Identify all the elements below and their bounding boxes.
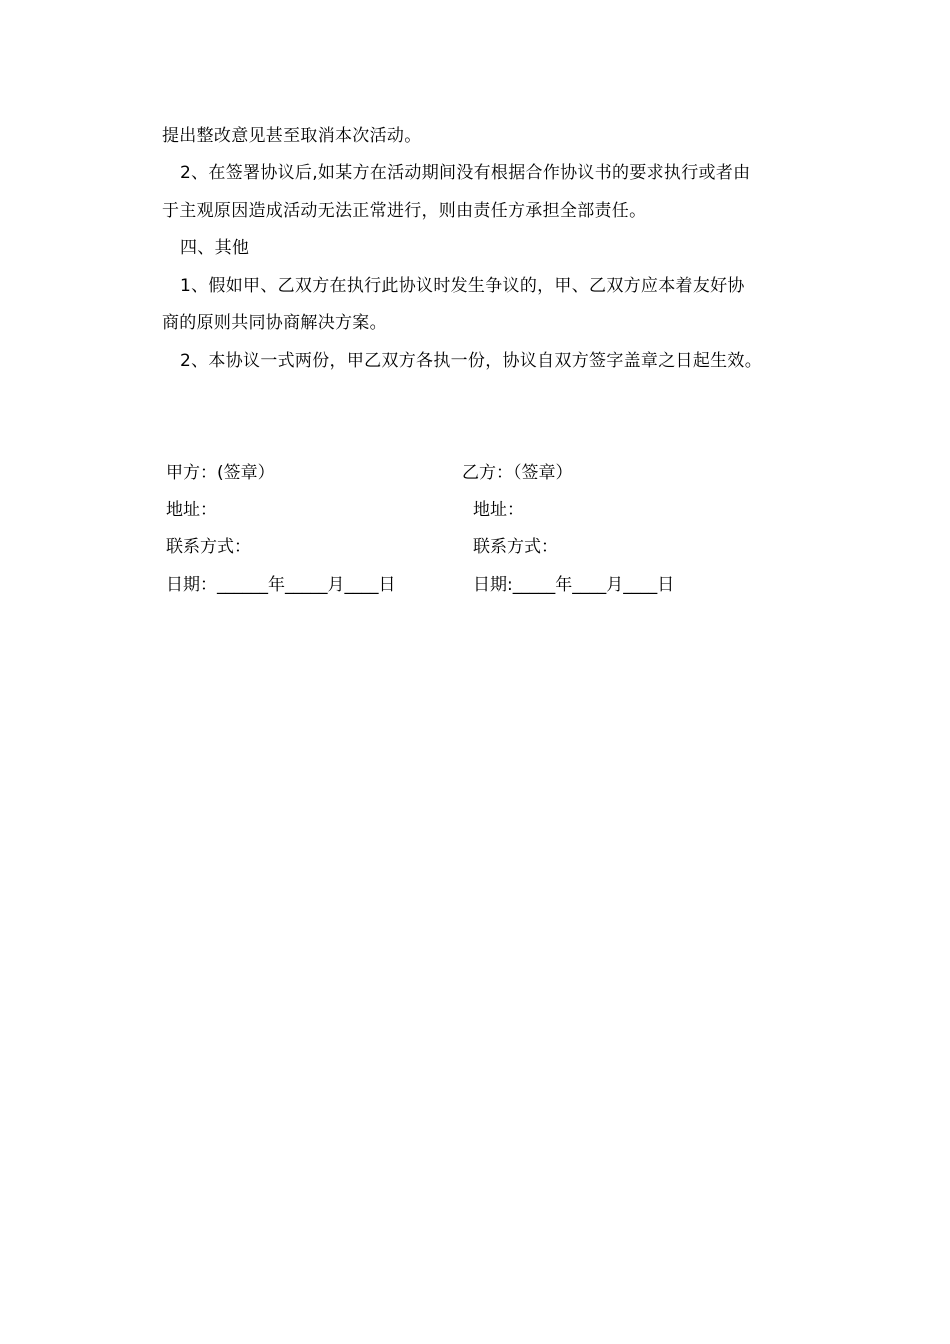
party-a-address: 地址： [166,500,217,520]
paragraph-line-clause-2: 2、在签署协议后,如某方在活动期间没有根据合作协议书的要求执行或者由 [180,163,751,183]
paragraph-line-other-1-cont: 商的原则共同协商解决方案。 [162,313,387,333]
section-heading-other: 四、其他 [180,238,250,258]
party-b-address: 地址： [473,500,524,520]
party-a-date: 日期：______年_____月____日 [166,575,396,595]
paragraph-line-continuation: 提出整改意见甚至取消本次活动。 [162,126,422,146]
paragraph-line-other-1: 1、假如甲、乙双方在执行此协议时发生争议的，甲、乙双方应本着友好协 [180,276,745,296]
party-b-contact: 联系方式： [473,537,558,557]
party-b-title: 乙方：（签章） [462,463,573,483]
paragraph-line-clause-2-cont: 于主观原因造成活动无法正常进行，则由责任方承担全部责任。 [162,201,647,221]
paragraph-line-other-2: 2、本协议一式两份，甲乙双方各执一份，协议自双方签字盖章之日起生效。 [180,351,763,371]
party-a-title: 甲方：(签章） [166,463,275,483]
party-a-contact: 联系方式： [166,537,251,557]
party-b-date: 日期:_____年____月____日 [473,575,675,595]
